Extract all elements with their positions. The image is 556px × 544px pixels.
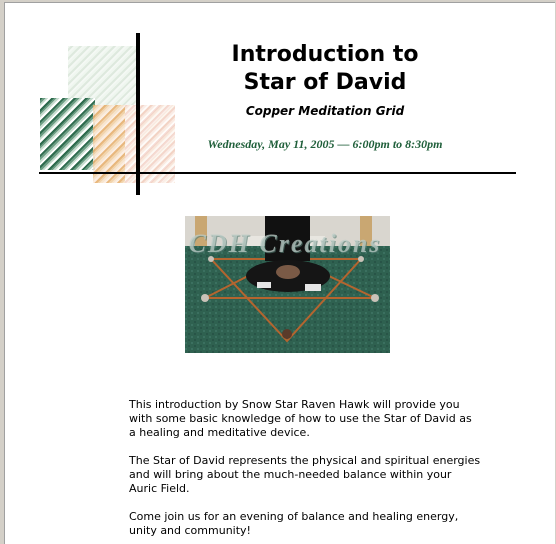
body-text: [129, 398, 481, 544]
page-title: [180, 41, 470, 97]
meditation-photo-illustration: [185, 216, 390, 353]
photo-watermark: CDH Creations: [188, 229, 382, 258]
header-horizontal-rule: [39, 172, 516, 174]
meditation-photo: [185, 216, 390, 353]
page-subtitle: Copper Meditation Grid: [245, 104, 405, 118]
title-line-1: Introduction to: [231, 42, 419, 67]
paragraph-invitation: Come join us for an evening of balance and healing energy, unity and community!: [129, 510, 459, 537]
title-line-2: Star of David: [243, 70, 407, 95]
document-page: [4, 2, 555, 544]
paragraph-intro: This introduction by Snow Star Raven Hawk will provide you with some basic knowledge of how to use the Star of David as a healing and meditative device.: [129, 398, 472, 439]
paragraph-star-of-david: The Star of David represents the physical and spiritual energies and will bring about the much-needed balance within your Auric Field.: [129, 454, 481, 495]
decorative-square-dark-green: [40, 98, 95, 170]
event-date: Wednesday, May 11, 2005 — 6:00pm to 8:30pm: [207, 137, 443, 151]
header-vertical-rule: [136, 33, 140, 195]
